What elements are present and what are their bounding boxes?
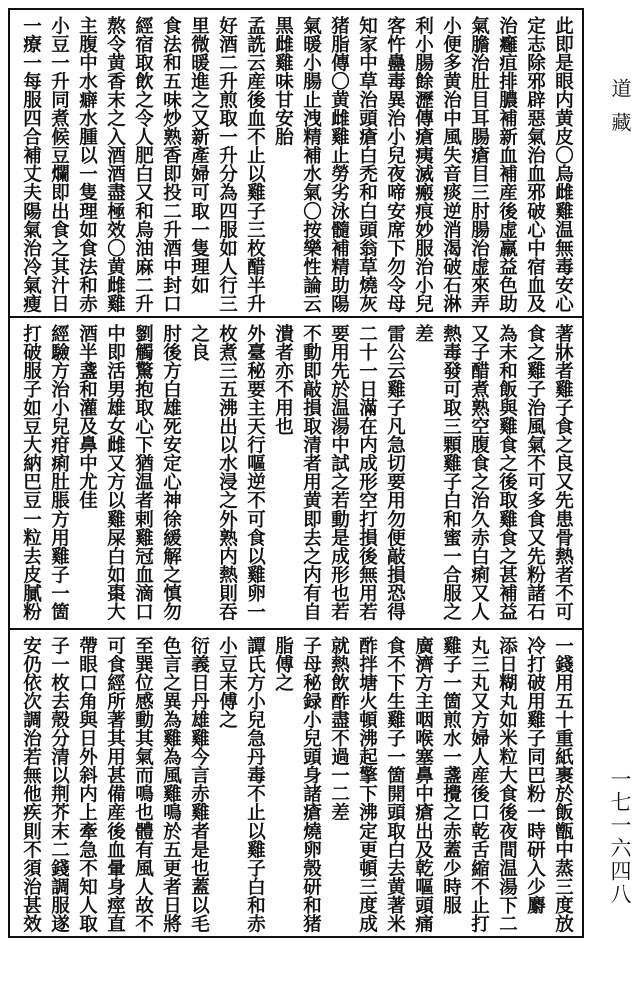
text-column: 利小腸餘瀝傳瘡痍滅瘢痕妙服治小兒 [412, 16, 434, 313]
text-column: 又子醋煮熟空腹食之治久赤白痢又人 [468, 324, 490, 621]
text-column: 二十一日滿在内成形空打損後無用若 [356, 324, 378, 621]
text-column: 客忤蠱毒異治小兒夜啼安席下勿令母 [384, 16, 406, 313]
text-column: 安仍依次調治若無他疾則不須治甚效 [20, 636, 42, 933]
text-column: 添日糊丸如米粒大食後夜間温湯下二 [496, 636, 518, 933]
text-column: 肘後方白雄死安定心神徐緩解之慎勿 [160, 324, 182, 621]
text-column: 酒半盞和灌及鼻中尤佳 [76, 324, 98, 510]
text-panel-middle [10, 316, 582, 628]
text-column: 色言之異為雞為風雞鳴於五更者日將 [160, 636, 182, 933]
text-column: 衍義日丹雄雞今言赤雞者是也蓋以毛 [188, 636, 210, 933]
text-column: 至巽位感動其氣而鳴也體有風人故不 [132, 636, 154, 933]
text-column: 小便多黄治中風失音痰逆消渴破石淋 [440, 16, 462, 313]
text-column: 冷打破用雞子同巴粉一時研入少麝 [524, 636, 546, 915]
text-column: 經宿取飲之令人肥白又和烏油麻二升 [132, 16, 154, 313]
text-column: 要用先於温湯中試之若動是成形也若 [328, 324, 350, 621]
text-column: 枚煮三五沸出以水浸之外熟内熱則吞 [216, 324, 238, 621]
text-column: 黒雌雞味甘安胎 [272, 16, 294, 146]
text-column: 子一枚去殼分清以荆芥末二錢調服遂 [48, 636, 70, 933]
text-column: 一療一每服四合補丈夫陽氣治冷氣瘦 [20, 16, 42, 313]
text-column: 食不下生雞子一箇開頭取白去黄著米 [384, 636, 406, 933]
text-column: 食法和五味炒熟香即投二升酒中封口 [160, 16, 182, 313]
text-column: 氣暖小腸止洩精補水氣〇按樂性論云 [300, 16, 322, 313]
text-panel-top [10, 10, 582, 316]
margin-column [602, 8, 638, 958]
text-column: 猪脂傳〇黄雌雞止勞劣泳髓補精助陽 [328, 16, 350, 313]
text-column: 外臺秘要主天行嘔逆不可食以雞卵一 [244, 324, 266, 621]
text-column: 好酒二升煎取一升分為四服如人行三 [216, 16, 238, 313]
text-column: 著牀者雞子食之良又先患骨熱者不可 [552, 324, 574, 621]
text-column: 脂傅之 [272, 636, 294, 692]
book-title: 道藏 [608, 78, 632, 146]
text-column: 熱毒發可取三顆雞子白和蜜一合服之 [440, 324, 462, 621]
text-column: 差 [412, 324, 434, 343]
page-number: 一七一六四八 [608, 768, 632, 906]
text-column: 雞子一箇煎水一盞攪之赤蓋少時服 [440, 636, 462, 915]
text-column: 丸三丸又方婦人産後口乾舌縮不止打 [468, 636, 490, 933]
text-column: 子母秘録小兒頭身諸瘡燒卵殼研和猪 [300, 636, 322, 933]
text-column: 里微暖進之又新產婦可取一隻理如 [188, 16, 210, 295]
text-column: 為末和飯與雞食之後取雞食之甚補益 [496, 324, 518, 621]
text-column: 劉觸驚抱取心下猶温者剌雞冠血滴口 [132, 324, 154, 621]
text-column: 酢拌塘火頓沸起擎下沸定更頓三度成 [356, 636, 378, 933]
text-column: 雷公云雞子凡急切要用勿便敲損恐得 [384, 324, 406, 621]
text-column: 治癰疽排膿補新血補産後虚羸益色助 [496, 16, 518, 313]
page-frame [8, 8, 584, 938]
text-column: 經驗方治小兒疳痢肚脹方用雞子一箇 [48, 324, 70, 621]
text-column: 一錢用五十重紙裹於飯甑中蒸三度放 [552, 636, 574, 933]
text-column: 廣濟方主咽喉塞鼻中瘡出及乾嘔頭痛 [412, 636, 434, 933]
text-column: 主腹中水癖水腫以一隻理如食法和赤 [76, 16, 98, 313]
text-column: 就熱飲酢盡不過一二差 [328, 636, 350, 822]
text-column: 孟詵云産後血不止以雞子三枚醋半升 [244, 16, 266, 313]
text-column: 知家中草治頭瘡白禿和白頭翁草燒灰 [356, 16, 378, 313]
text-column: 食之雞子治風氣不可多食又先粉諸石 [524, 324, 546, 621]
text-column: 定志除邪辟惡氣治血邪破心中宿血及 [524, 16, 546, 313]
text-column: 此即是眼内黄皮〇烏雌雞温無毒安心 [552, 16, 574, 313]
text-column: 打破服子如豆大納巴豆一粒去皮膩粉 [20, 324, 42, 621]
text-column: 氣膽治肚目耳腸瘡目三肘腸治虚來弄 [468, 16, 490, 313]
text-column: 譚氏方小兒急丹毒不止以雞子白和赤 [244, 636, 266, 933]
text-column: 之良 [188, 324, 210, 362]
text-column: 潰者亦不用也 [272, 324, 294, 436]
text-column: 帶眼口角與日外斜内上牽急不知人取 [76, 636, 98, 933]
text-column: 可食經所著其用甚備産後血暈身痙直 [104, 636, 126, 933]
text-column: 小豆末傅之 [216, 636, 238, 729]
text-panel-bottom [10, 628, 582, 936]
text-column: 小豆一升同煮候豆爛即出食之其汁日 [48, 16, 70, 313]
text-column: 不動即敲損取清者用黄即去之内有自 [300, 324, 322, 621]
text-column: 熬令黄香末之入酒酒盡極效〇黄雌雞 [104, 16, 126, 313]
text-column: 中即活男雄女雌又方以雞屎白如棗大 [104, 324, 126, 621]
